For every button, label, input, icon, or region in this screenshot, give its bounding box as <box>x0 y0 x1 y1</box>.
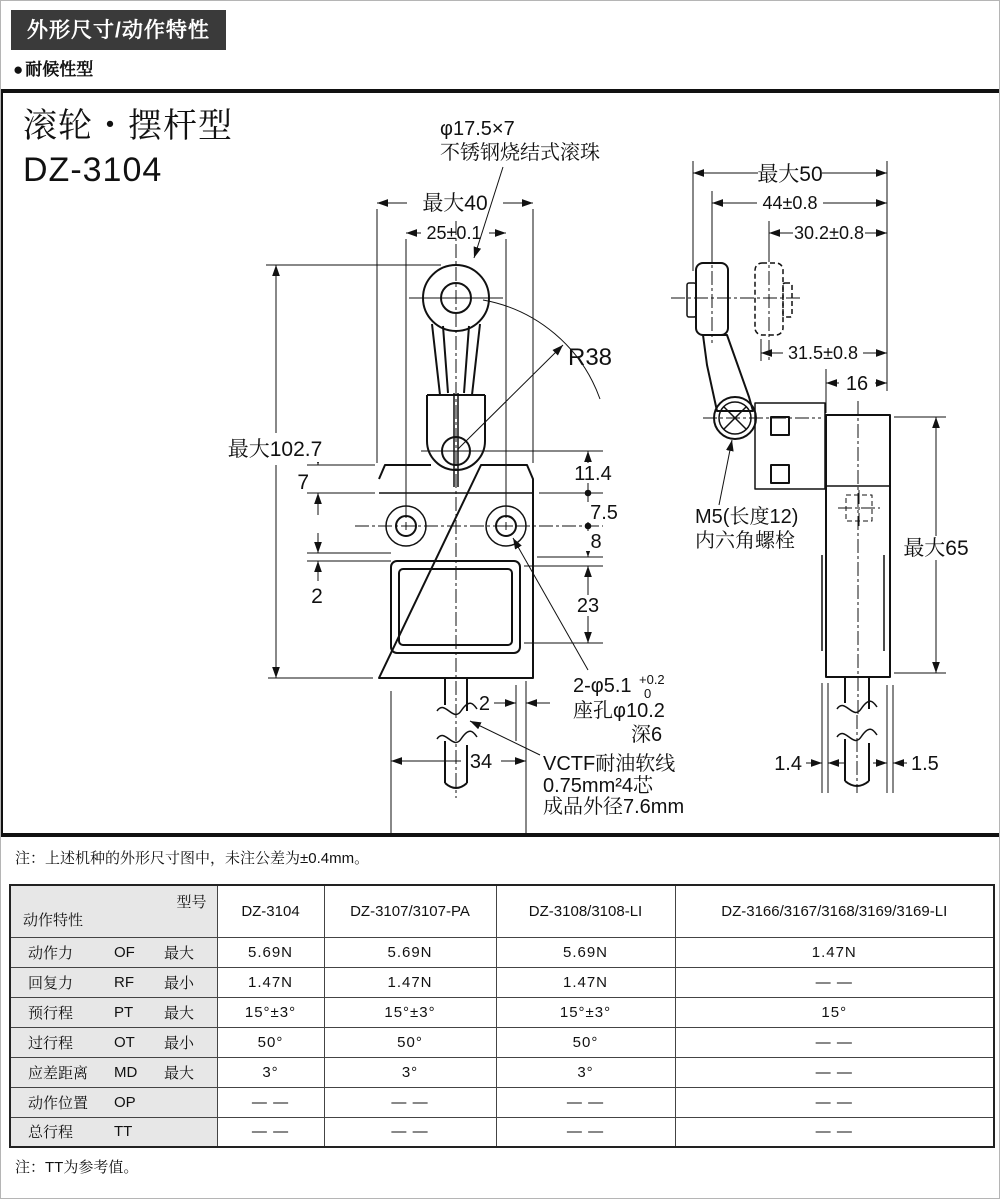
cell-value: — — <box>217 1117 324 1147</box>
dim-max65: 最大65 <box>903 537 969 560</box>
cell-value: 5.69N <box>217 937 324 967</box>
dim-r38: R38 <box>568 344 613 371</box>
table-row <box>10 1087 994 1117</box>
row-code: TT <box>114 1123 133 1141</box>
cell-value: — — <box>324 1087 496 1117</box>
cell-value: — — <box>675 1087 994 1117</box>
roller-spec-line2: 不锈钢烧结式滚珠 <box>440 142 600 164</box>
dim-7: 7 <box>297 471 309 494</box>
cable-spec-line1: VCTF耐油软线 <box>543 753 676 775</box>
mount-bracket-side <box>755 403 825 489</box>
cell-value: 3° <box>496 1057 675 1087</box>
tt-reference-note: 注：TT为参考值。 <box>15 1159 139 1176</box>
row-name: 动作位置 <box>28 1094 89 1112</box>
row-qualifier: 最小 <box>164 1034 195 1052</box>
dim-7-5: 7.5 <box>590 502 618 524</box>
row-name: 动作力 <box>28 944 74 962</box>
hole-tol-lower: 0 <box>644 686 652 701</box>
dim-1-4: 1.4 <box>774 753 802 775</box>
table-header-row <box>10 885 994 937</box>
lever-arm-side <box>703 335 756 439</box>
table-corner-cell <box>10 885 217 937</box>
row-qualifier: 最大 <box>164 944 195 962</box>
front-view-lines <box>266 167 603 833</box>
cell-value: 50° <box>496 1027 675 1057</box>
side-view-lines <box>671 161 946 793</box>
cell-value: — — <box>217 1087 324 1117</box>
row-code: PT <box>114 1003 134 1021</box>
row-name: 回复力 <box>28 974 74 992</box>
dim-1-5: 1.5 <box>911 753 939 775</box>
cell-value: 5.69N <box>496 937 675 967</box>
cell-value: — — <box>675 1057 994 1087</box>
dimension-tolerance-note: 注：上述机种的外形尺寸图中，未注公差为±0.4mm。 <box>15 850 370 867</box>
model-column-header: DZ-3104 <box>217 885 324 937</box>
corner-label-characteristics: 动作特性 <box>23 911 84 929</box>
dim-25: 25±0.1 <box>426 223 482 243</box>
corner-label-model: 型号 <box>176 894 207 911</box>
cell-value: 15°±3° <box>217 997 324 1027</box>
cable-spec-line2: 0.75mm²4芯 <box>543 775 654 797</box>
model-title: 滚轮・摆杆型 <box>23 107 233 145</box>
dim-34: 34 <box>469 751 493 773</box>
cell-value: 50° <box>217 1027 324 1057</box>
cell-value: 50° <box>324 1027 496 1057</box>
table-row <box>10 937 994 967</box>
dim-max50: 最大50 <box>757 163 823 186</box>
section-title: 外形尺寸/动作特性 <box>11 10 226 50</box>
cell-value: 1.47N <box>496 967 675 997</box>
cell-value: 1.47N <box>675 937 994 967</box>
cell-value: — — <box>675 1027 994 1057</box>
cell-value: 3° <box>217 1057 324 1087</box>
model-column-header: DZ-3107/3107-PA <box>324 885 496 937</box>
roller-spec-line1: φ17.5×7 <box>440 118 515 140</box>
dimension-drawing <box>3 93 999 833</box>
drawing-frame <box>1 89 1000 837</box>
hole-spec-line2: 座孔φ10.2 <box>573 700 665 722</box>
model-column-header: DZ-3166/3167/3168/3169/3169-LI <box>675 885 994 937</box>
row-name: 预行程 <box>28 1004 74 1022</box>
dim-23: 23 <box>576 595 600 617</box>
cell-value: — — <box>324 1117 496 1147</box>
cell-value: — — <box>496 1087 675 1117</box>
operating-characteristics-table <box>9 884 995 1148</box>
dim-30-2: 30.2±0.8 <box>794 223 864 243</box>
table-row <box>10 967 994 997</box>
dim-44: 44±0.8 <box>762 193 818 213</box>
bolt-spec-line2: 内六角螺栓 <box>695 530 795 552</box>
cell-value: 1.47N <box>324 967 496 997</box>
row-name: 总行程 <box>28 1124 74 1142</box>
cell-value: 15° <box>675 997 994 1027</box>
row-code: MD <box>114 1063 138 1081</box>
cell-value: 5.69N <box>324 937 496 967</box>
dim-max102-7: 最大102.7 <box>227 438 323 461</box>
dim-16: 16 <box>845 373 869 395</box>
row-qualifier: 最小 <box>164 974 195 992</box>
row-code: RF <box>114 973 134 991</box>
cell-value: — — <box>675 967 994 997</box>
hole-spec-line3: 深6 <box>631 724 663 746</box>
table-row <box>10 1027 994 1057</box>
drawing-labels <box>225 118 972 818</box>
bolt-spec-line1: M5(长度12) <box>695 506 799 528</box>
dim-11-4: 11.4 <box>574 463 612 485</box>
cable-spec-line3: 成品外径7.6mm <box>543 796 685 818</box>
table-row <box>10 1057 994 1087</box>
cell-value: 1.47N <box>217 967 324 997</box>
dim-8: 8 <box>590 531 602 553</box>
dim-31-5: 31.5±0.8 <box>788 343 858 363</box>
dim-max40: 最大40 <box>422 192 488 215</box>
row-code: OF <box>114 943 135 961</box>
type-line <box>13 55 93 80</box>
table-row <box>10 997 994 1027</box>
dim-2-cable: 2 <box>478 693 490 715</box>
cell-value: — — <box>675 1117 994 1147</box>
cell-value: — — <box>496 1117 675 1147</box>
row-name: 过行程 <box>28 1034 74 1052</box>
bullet-icon: ● <box>13 60 24 79</box>
dim-2-left: 2 <box>311 585 323 608</box>
type-label: 耐候性型 <box>25 60 94 79</box>
row-qualifier: 最大 <box>164 1064 195 1082</box>
row-code: OT <box>114 1033 135 1051</box>
hole-spec-main: 2-φ5.1 <box>573 675 632 697</box>
cell-value: 15°±3° <box>496 997 675 1027</box>
row-qualifier: 最大 <box>164 1004 195 1022</box>
row-name: 应差距离 <box>28 1064 89 1082</box>
cell-value: 3° <box>324 1057 496 1087</box>
table-row <box>10 1117 994 1147</box>
cell-value: 15°±3° <box>324 997 496 1027</box>
switch-body-side <box>822 415 890 677</box>
hole-tol-upper: +0.2 <box>639 672 665 687</box>
row-code: OP <box>114 1093 136 1111</box>
model-number: DZ-3104 <box>23 150 163 189</box>
model-column-header: DZ-3108/3108-LI <box>496 885 675 937</box>
roller-side <box>687 263 792 335</box>
